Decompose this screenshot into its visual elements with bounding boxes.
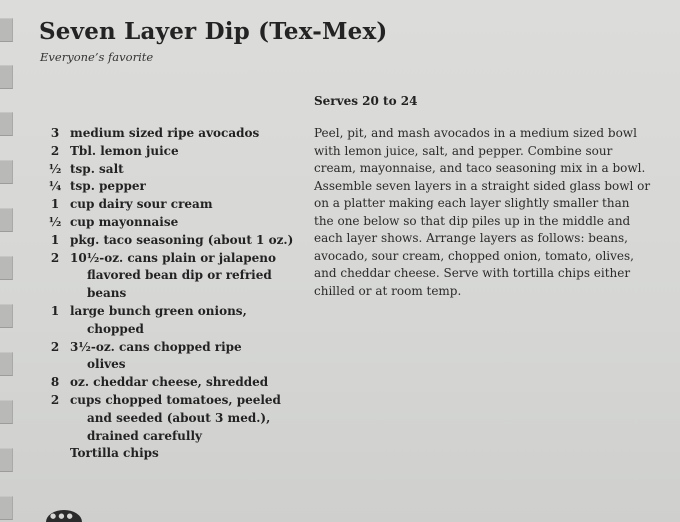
directions-line: avocado, sour cream, chopped onion, tomato, olives, — [314, 248, 634, 263]
ingredient-line: large bunch green onions, — [70, 303, 247, 318]
ingredient-line: tsp. salt — [70, 161, 124, 176]
ingredient-text — [70, 374, 310, 392]
ingredient-line: beans — [87, 286, 127, 301]
ingredient-line: Tortilla chips — [70, 446, 159, 461]
ingredient-line: tsp. pepper — [70, 179, 146, 194]
ingredient-quantity: 1 — [50, 197, 60, 212]
ingredient-quantity: 2 — [50, 143, 60, 158]
ingredient-line: 3½-oz. cans chopped ripe — [70, 339, 242, 354]
ingredient-quantity: ¼ — [48, 179, 62, 194]
ingredient-line: 10½-oz. cans plain or jalapeno — [70, 250, 277, 265]
ingredient-line: chopped — [87, 321, 144, 336]
serves-label: Serves 20 to 24 — [314, 94, 418, 108]
directions-line: each layer shows. Arrange layers as follows: beans, — [314, 231, 628, 245]
binding-slot — [0, 304, 13, 328]
ingredient-text — [70, 445, 310, 463]
ingredient-quantity: 3 — [50, 126, 60, 140]
directions-line: Assemble seven layers in a straight sided glass bowl or — [314, 178, 651, 193]
binding-slot — [0, 352, 13, 376]
ingredient-item — [40, 250, 310, 303]
ingredient-item — [40, 392, 310, 445]
ingredient-quantity: 1 — [50, 303, 60, 318]
ingredient-line: flavored bean dip or refried — [87, 268, 272, 283]
binding-slot — [0, 160, 13, 184]
ingredient-list — [40, 125, 310, 463]
ingredient-quantity: ½ — [48, 214, 62, 229]
ingredient-item — [40, 374, 310, 392]
directions-line: chilled or at room temp. — [314, 283, 462, 298]
directions-line: on a platter making each layer slightly smaller than — [314, 196, 630, 210]
binding-slot — [0, 112, 13, 136]
ingredient-item — [40, 161, 310, 179]
ingredient-text — [70, 196, 310, 214]
ingredient-text — [70, 303, 310, 339]
ingredient-text — [70, 125, 310, 143]
binding-slot — [0, 496, 13, 520]
directions-line: cream, mayonnaise, and taco seasoning mix in a bowl. — [314, 161, 646, 175]
binding-slot — [0, 18, 13, 42]
ingredient-item — [40, 303, 310, 339]
ingredient-text — [70, 143, 310, 161]
binding-slot — [0, 256, 13, 280]
publisher-logo-icon — [46, 510, 82, 522]
ingredient-line: oz. cheddar cheese, shredded — [70, 375, 269, 390]
recipe-title: Seven Layer Dip (Tex-Mex) — [39, 18, 388, 45]
ingredient-line: cups chopped tomatoes, peeled — [70, 392, 281, 407]
ingredient-item — [40, 178, 310, 196]
ingredient-text — [70, 161, 310, 179]
ingredient-line: cup mayonnaise — [70, 214, 179, 229]
directions-line: Peel, pit, and mash avocados in a medium sized bowl — [314, 126, 637, 140]
ingredient-line: drained carefully — [87, 428, 202, 443]
ingredient-line: pkg. taco seasoning (about 1 oz.) — [70, 232, 294, 247]
binding-slot — [0, 208, 13, 232]
ingredient-quantity: 2 — [50, 339, 60, 354]
ingredient-item — [40, 232, 310, 250]
ingredient-text — [70, 392, 310, 445]
ingredient-line: cup dairy sour cream — [70, 197, 213, 212]
directions-line: and cheddar cheese. Serve with tortilla chips either — [314, 266, 631, 280]
ingredient-line: olives — [87, 357, 126, 372]
directions-line: with lemon juice, salt, and pepper. Combine sour — [314, 143, 613, 158]
ingredient-text — [70, 232, 310, 250]
ingredient-quantity: ½ — [48, 161, 62, 176]
ingredient-item — [40, 143, 310, 161]
ingredient-text — [70, 214, 310, 232]
directions-text — [314, 125, 669, 300]
ingredient-line: Tbl. lemon juice — [70, 143, 179, 158]
ingredient-item — [40, 196, 310, 214]
directions-line: the one below so that dip piles up in the middle and — [314, 213, 631, 228]
ingredient-item — [40, 339, 310, 375]
ingredient-item — [40, 125, 310, 143]
recipe-subtitle: Everyone’s favorite — [40, 50, 154, 64]
ingredient-quantity: 1 — [50, 232, 60, 247]
binding-slot — [0, 400, 13, 424]
ingredient-line: medium sized ripe avocados — [70, 126, 260, 140]
ingredient-text — [70, 178, 310, 196]
ingredient-text — [70, 250, 310, 303]
ingredient-item — [40, 445, 310, 463]
ingredient-item — [40, 214, 310, 232]
ingredient-quantity: 2 — [50, 250, 60, 265]
spiral-binding — [0, 0, 18, 522]
ingredient-quantity: 8 — [50, 375, 60, 390]
ingredient-quantity: 2 — [50, 392, 60, 407]
binding-slot — [0, 65, 13, 89]
binding-slot — [0, 448, 13, 472]
ingredient-line: and seeded (about 3 med.), — [87, 410, 271, 425]
ingredient-text — [70, 339, 310, 375]
